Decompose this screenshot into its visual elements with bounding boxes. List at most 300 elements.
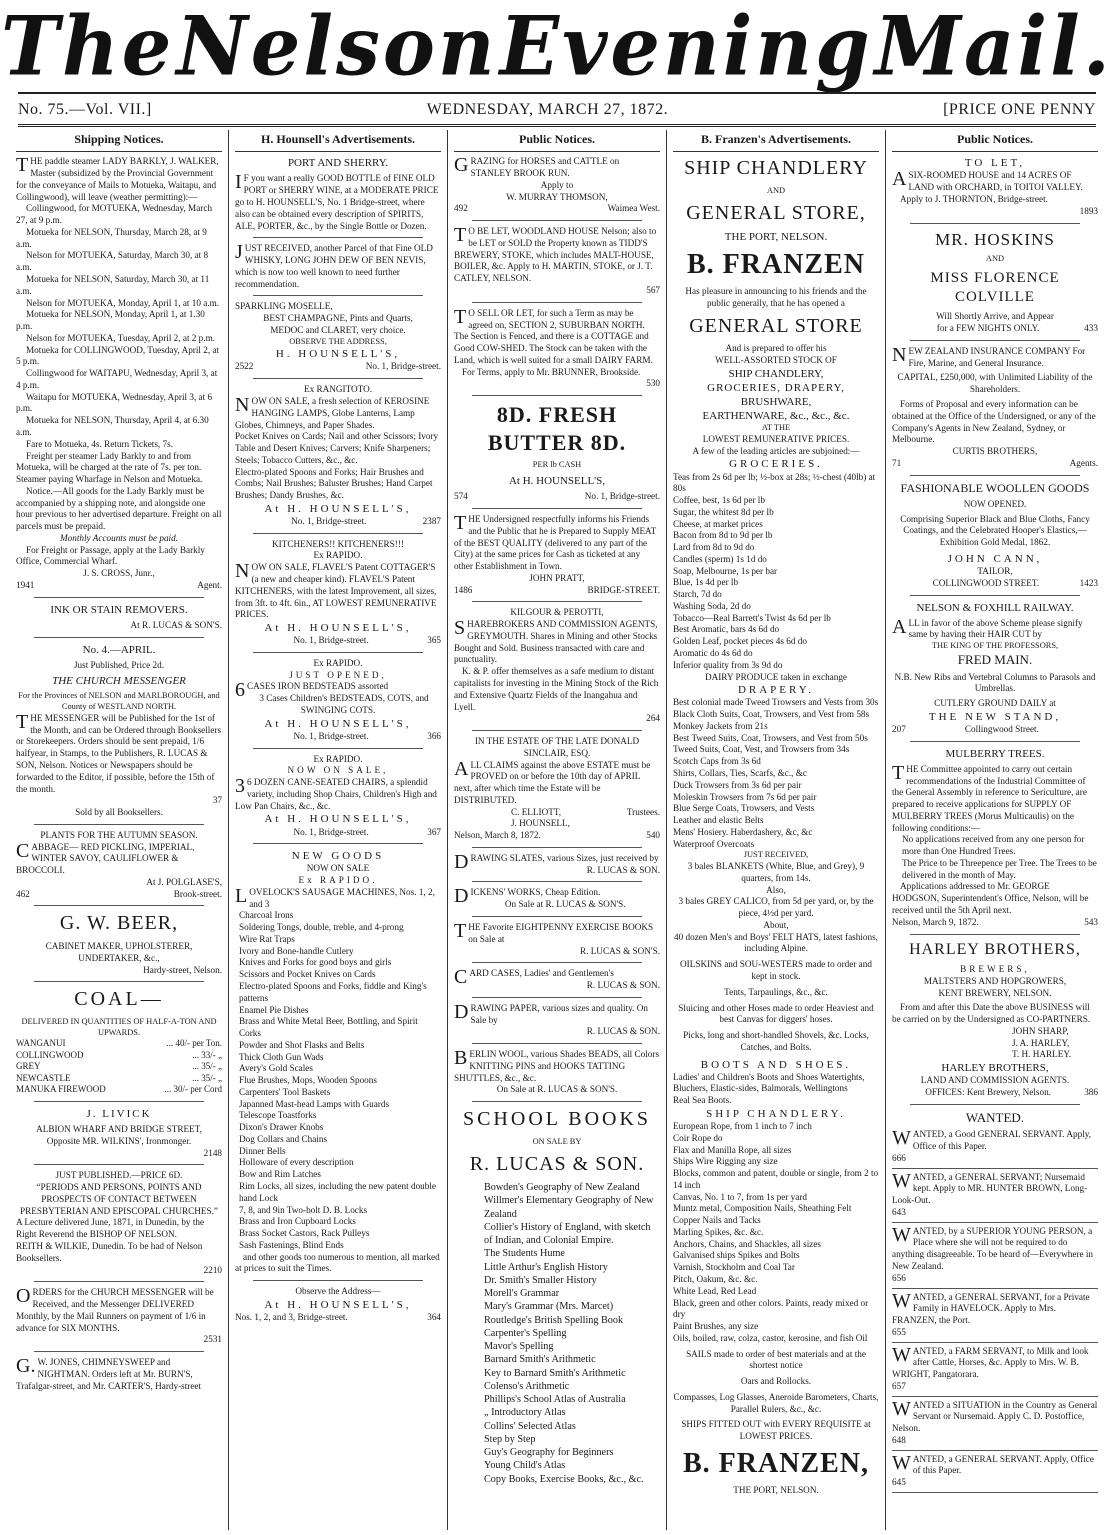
ink-removers: INK OR STAIN REMOVERS. (50, 603, 188, 616)
sailing-list (16, 203, 222, 438)
berlin-wool: BERLIN WOOL, various Shades BEADS, all Colors KNITTING PINS and HOOKS TATTING SHUTTLES, &c., &c. (454, 1047, 660, 1083)
harley-offices: OFFICES: Kent Brewery, Nelson. (925, 1086, 1051, 1097)
ship-chandlery-heading: SHIP CHANDLERY. (706, 1107, 846, 1120)
groceries-heading: GROCERIES. (729, 458, 823, 471)
sell-terms: For Terms, apply to Mr. BRUNNER, Brookside. (462, 366, 641, 377)
blankets: 3 bales BLANKETS (White, Blue, and Grey), 9 quarters, from 14s. (687, 861, 865, 883)
goods-item: Japanned Mast-head Lamps with Guards (239, 1098, 390, 1109)
drapery-item: Blue Serge Coats, Trowsers, and Vests (673, 803, 815, 814)
wanted-text: WANTED, by a SUPERIOR YOUNG PERSON, a Place where she will not be required to do anything disagreeable. To be heard of—Everywhere in New Zealand. (892, 1223, 1093, 1271)
wanted-heading: WANTED. (965, 1109, 1025, 1125)
forms-proposal: Forms of Proposal and every information can be obtained at the Office of the Undersigned, or any of the Company's Agents in New Zealand, Sydney, or Melbourne. (892, 398, 1096, 445)
column-franzen (666, 130, 885, 1530)
goods-item: Wire Rat Traps (239, 933, 295, 944)
sold-by: Sold by all Booksellers. (75, 807, 163, 818)
hounsell-name: H. HOUNSELL'S, (275, 348, 401, 361)
ad-number: 643 (892, 1206, 906, 1217)
goods-item: Dixon's Drawer Knobs (239, 1122, 324, 1133)
book-item: Mavor's Spelling (484, 1341, 554, 1353)
franzen-end: B. FRANZEN, (682, 1447, 869, 1479)
ad-number: 433 (1084, 323, 1098, 334)
per-lb-cash: PER lb CASH (532, 460, 582, 470)
separator (34, 981, 204, 982)
curtis-brothers: CURTIS BROTHERS, (952, 446, 1038, 457)
book-item: Routledge's British Spelling Book (484, 1314, 624, 1326)
coal-price: ... 40/- per Ton. (166, 1038, 222, 1049)
school-book-list (454, 1181, 660, 1486)
wanted-ad (892, 1169, 1098, 1223)
boots-heading: BOOTS AND SHOES. (700, 1058, 852, 1071)
sailing-item: Nelson for MOTUEKA, Monday, April 1, at 10 a.m. (26, 297, 220, 308)
now-on-sale: NOW ON SALE (306, 863, 370, 874)
electro-list: Electro-plated Spoons and Forks; Hair Brushes and Combs; Nail Brushes; Baluster Brushes; Hand Carpet Brushes; Dandy Brushes, &c. (235, 466, 433, 501)
goods-item: Brass and Iron Cupboard Locks (239, 1216, 356, 1227)
goods-item: 7, 8, and 9in Two-bolt D. B. Locks (239, 1204, 368, 1215)
ink-at: At R. LUCAS & SON'S. (130, 619, 222, 630)
issue-number: No. 75.—Vol. VII.] (18, 101, 152, 118)
grocery-item: Best Aromatic, bars 4s 6d do (673, 624, 780, 635)
separator (910, 934, 1080, 935)
cloths: Comprising Superior Black and Blue Cloths, Fancy Coatings, and the Celebrated Hooper's Elastics,—Exhibition Gold Medal, 1862. (900, 513, 1090, 548)
issue-price: [PRICE ONE PENNY (943, 101, 1096, 118)
hounsell-final-address: Nos. 1, 2, and 3, Bridge-street. (235, 1311, 348, 1322)
ad-number: 2210 (203, 1264, 222, 1275)
hounsell-address: No. 1, Bridge-street. (291, 515, 367, 526)
sailing-item: Motueka for COLLINGWOOD, Tuesday, April 2, at 5 p.m. (16, 344, 220, 367)
book-item: Morell's Grammar (484, 1288, 560, 1300)
sea-boots: Real Sea Boots. (673, 1095, 732, 1106)
boots-list: Ladies' and Children's Boots and Shoes Watertights, Bluchers, Elastic-sides, Balmorals, Wellingtons (673, 1071, 865, 1094)
ship-item: Muntz metal, Composition Nails, Sheathing Felt (673, 1203, 852, 1214)
at-hounsell: At H. HOUNSELL'S, (264, 622, 412, 635)
masthead (0, 0, 1114, 94)
john-cann: JOHN CANN, (947, 552, 1043, 565)
goods-item: Soldering Tongs, double, treble, and 4-prong (239, 922, 404, 933)
port-end: THE PORT, NELSON. (733, 1484, 819, 1495)
goods-item: Thick Cloth Gun Wads (239, 1051, 324, 1062)
ship-chandlery-list (673, 1121, 879, 1345)
column-heading: Public Notices. (892, 130, 1098, 152)
grocery-item: Golden Leaf, pocket pieces 4s 6d do (673, 636, 807, 647)
ad-number: 366 (427, 730, 441, 741)
goods-list (235, 910, 441, 1251)
goods-item: Avery's Gold Scales (239, 1063, 313, 1074)
ad-number: 462 (16, 888, 30, 899)
collingwood-street: COLLINGWOOD STREET. (932, 577, 1040, 588)
knives-list: Pocket Knives on Cards; Nail and other Scissors; Ivory Table and Desert Knives; Carvers; Knife Sharpeners; Steels; Tobacco Cutters, &c., &c. (235, 431, 439, 465)
masthead-word-4: Mail. (874, 0, 1113, 94)
separator (472, 220, 642, 221)
ship-item: Pitch, Oakum, &c. &c. (673, 1273, 758, 1284)
capital: CAPITAL, £250,000, with Unlimited Liability of the Shareholders. (897, 372, 1093, 395)
sailing-item: Collingwood, for MOTUEKA, Wednesday, March 27, at 9 p.m. (16, 203, 213, 226)
sailing-item: Motueka for NELSON, Thursday, April 4, at 6.30 a.m. (16, 415, 209, 437)
coal-price-row (16, 1038, 222, 1050)
book-item: The Students Hume (484, 1248, 565, 1260)
ad-number: 1893 (1079, 205, 1098, 216)
woollen-goods: FASHIONABLE WOOLLEN GOODS (900, 480, 1090, 495)
brewers: BREWERS, (960, 963, 1030, 974)
column-public-notices (447, 130, 666, 1530)
drapery-item: Black Cloth Suits, Coat, Trowsers, and Vest from 58s (673, 709, 870, 720)
book-item: Phillips's School Atlas of Australia (484, 1394, 626, 1406)
ad-number: 543 (1084, 916, 1098, 927)
ad-number: 492 (454, 203, 468, 214)
ad-number: 2531 (203, 1334, 222, 1345)
trustee-hounsell: J. HOUNSELL, (510, 818, 570, 829)
separator (472, 997, 642, 998)
lecture: A Lecture delivered June, 1871, in Dunedin, by the Right Reverend the BISHOP OF NELSON. (16, 1217, 205, 1240)
drapery-item: Monkey Jackets from 21s (673, 720, 768, 731)
school-books-title: SCHOOL BOOKS (462, 1108, 652, 1131)
steamer-ad (16, 156, 222, 591)
goods-item: Dog Collars and Chains (239, 1133, 328, 1144)
ship-chandlery-2: SHIP CHANDLERY, (728, 367, 824, 380)
wanted-ad (892, 1223, 1098, 1289)
ad-number: 386 (1084, 1086, 1098, 1097)
prepared: And is prepared to offer his (725, 343, 827, 354)
goods-item: Dinner Bells (239, 1145, 286, 1156)
groceries-list (673, 472, 879, 672)
wanted-ad (892, 1343, 1098, 1397)
ship-item: Ships Wire Rigging any size (673, 1156, 778, 1167)
shortly-arrive: Will Shortly Arrive, and Appear (936, 311, 1054, 322)
estate-date: Nelson, March 8, 1872. (454, 830, 541, 841)
masthead-word-2: Nelson (176, 0, 498, 94)
dickens-works: DICKENS' WORKS, Cheap Edition. (454, 885, 601, 908)
wanted-text: WANTED, a FARM SERVANT, to Milk and look after Cattle, Horses, &c. Apply to Mrs. W. B. WRIGHT, Pangatorara. (892, 1343, 1089, 1380)
grazing: GRAZING for HORSES and CATTLE on STANLEY BROOK RUN. (454, 154, 620, 179)
mulberry-date: Nelson, March 9, 1872. (892, 916, 979, 927)
kilgour-body: SHAREBROKERS AND COMMISSION AGENTS, GREYMOUTH. Shares in Mining and other Stocks Bought and Sold. Business transacted with care and punctuality. (454, 617, 658, 665)
now-opened: NOW OPENED. (963, 498, 1027, 509)
mulberry-body: THE Committee appointed to carry out certain recommendations of the Industrial Committee of the General Assembly in reference to Sericulture, are prepared to receive applications for SUPPLY OF MULBERRY TREES (Morus Multicaulis) on the following conditions:— (892, 761, 1087, 833)
beer-address: Hardy-street, Nelson. (143, 964, 222, 975)
king-professors: THE KING OF THE PROFESSORS, (931, 641, 1059, 651)
general-store-title: GENERAL STORE, (686, 201, 866, 224)
ex-rapido: Ex RAPIDO. (313, 657, 363, 668)
estate-claims: ALL CLAIMS against the above ESTATE must be PROVED on or before the 10th day of APRIL next, after which time the Estate will be DISTRIBUTED. (454, 757, 651, 805)
partner-name: T. H. HARLEY. (1012, 1049, 1072, 1060)
oars: Oars and Rollocks. (740, 1376, 812, 1387)
agent-title: Agent. (197, 579, 222, 590)
separator (472, 916, 642, 917)
at-hounsell: At H. HOUNSELL'S, (264, 502, 412, 515)
book-item: Barnard Smith's Arithmetic (484, 1354, 596, 1366)
freight-apply: For Freight or Passage, apply at the Lady Barkly Office, Commercial Wharf. (16, 544, 205, 567)
plants-title: PLANTS FOR THE AUTUMN SEASON. (40, 829, 198, 840)
coal-price-list (16, 1038, 222, 1096)
coal-subtitle: DELIVERED IN QUANTITIES OF HALF-A-TON AND UPWARDS. (21, 1016, 217, 1037)
ship-item: Marling Spikes, &c. &c. (673, 1226, 764, 1237)
ship-item: Blocks, common and patent, double or single, from 2 to 14 inch (673, 1168, 879, 1190)
goods-item: Ivory and Bone-handle Cutlery (239, 945, 354, 956)
april-number: No. 4.—APRIL. (82, 643, 156, 656)
goods-item: Knives and Forks for good boys and girls (239, 957, 392, 968)
ex-rangitoto: Ex RANGITOTO. (303, 384, 373, 395)
new-ribs: N.B. New Ribs and Vertebral Columns to Parasols and Umbrellas. (894, 671, 1096, 694)
kp-offer: K. & P. offer themselves as a safe medium to distant capitalists for investing in the Mining Stock of the Rich and Extensive Quartz Fields of the Inangahua and Lyell. (454, 666, 659, 712)
the-port: THE PORT, NELSON. (724, 231, 828, 244)
lamps-on-sale: NOW ON SALE, a fresh selection of KEROSINE HANGING LAMPS, Globe Lanterns, Lamp Globes, Chimneys, and Paper Shades. (235, 393, 430, 430)
few-nights: for a FEW NIGHTS ONLY. (936, 323, 1040, 334)
subjoined: A few of the leading articles are subjoined:— (692, 445, 860, 456)
berlin-sale: On Sale at R. LUCAS & SON'S. (496, 1084, 618, 1095)
drapery-item: Waterproof Overcoats (673, 838, 755, 849)
flavel-notice: NOW ON SALE, FLAVEL'S Patent COTTAGER'S (a new and cheaper kind). FLAVEL'S Patent KITCHENERS, with the latest Improvement, all sizes, from 3ft. to 4ft. 6in., AT LOWEST REMUNERATIVE PRICES. (235, 560, 437, 620)
compasses: Compasses, Log Glasses, Aneroide Barometers, Charts, Parallel Rulers, &c., &c. (673, 1391, 879, 1414)
to-let-title: TO LET, (964, 157, 1026, 170)
lucas-big: R. LUCAS & SON. (469, 1152, 645, 1175)
book-item: Colenso's Arithmetic (484, 1380, 570, 1392)
and-label: AND (985, 254, 1005, 264)
thornton: Apply to J. THORNTON, Bridge-street. (900, 193, 1048, 204)
ad-number: 567 (646, 285, 660, 296)
ad-number: 656 (892, 1272, 906, 1283)
stand-address: Collingwood Street. (964, 723, 1039, 734)
medoc: MEDOC and CLARET, very choice. (270, 324, 406, 335)
column-heading: Public Notices. (454, 130, 660, 152)
felt-hats: 40 dozen Men's and Boys' FELT HATS, latest fashions, including Alpine. (674, 931, 878, 954)
lucas-son: R. LUCAS & SON. (586, 980, 660, 991)
card-cases: CARD CASES, Ladies' and Gentlemen's (454, 966, 614, 989)
coal-price: ... 33/- „ (192, 1049, 222, 1060)
trustees-label: Trustees. (626, 806, 660, 817)
port-sherry-title: PORT AND SHERRY. (287, 157, 389, 170)
cutlery-ground: CUTLERY GROUND DAILY at (934, 698, 1056, 709)
ship-item: Black, green and other colors. Paints, ready mixed or dry (673, 1297, 869, 1320)
published-price: Just Published, Price 2d. (73, 659, 165, 670)
goods-item: Charcoal Irons (239, 910, 294, 921)
issue-date: WEDNESDAY, MARCH 27, 1872. (426, 101, 669, 118)
brushware: BRUSHWARE, (740, 396, 812, 409)
and-label: AND (766, 185, 786, 195)
book-item: Willmer's Elementary Geography of New Zealand (484, 1195, 654, 1220)
dateline (18, 97, 1096, 123)
coal-type: NEWCASTLE (16, 1072, 71, 1083)
separator (910, 1104, 1080, 1105)
sailing-item: Nelson for MOTUEKA, Saturday, March 30, at 8 a.m. (16, 250, 209, 273)
just-published: JUST PUBLISHED.—PRICE 6D. (55, 1170, 183, 1181)
periods-title: “PERIODS AND PERSONS, POINTS AND PROSPECTS OF CONTACT BETWEEN PRESBYTERIAN AND EPISCOPAL CHURCHES.” (20, 1182, 218, 1216)
sailing-item: Nelson for MOTUEKA, Tuesday, April 2, at 2 p.m. (26, 332, 216, 343)
column-heading: H. Hounsell's Advertisements. (235, 130, 441, 152)
separator (253, 1280, 423, 1281)
harley-brothers: HARLEY BROTHERS, (909, 940, 1081, 958)
separator (34, 1281, 204, 1282)
ship-item: Galvanised ships Spikes and Bolts (673, 1250, 800, 1261)
coal-price-row (16, 1061, 222, 1073)
sluicing: Sluicing and other Hoses made to order Heaviest and best Canvas for diggers' hoses. (678, 1002, 874, 1025)
ex-rapido: Ex RAPIDO. (313, 550, 363, 561)
franzen-pleasure: Has pleasure in announcing to his friends and the public generally, that he has opened a (685, 286, 867, 308)
franzen-name: B. FRANZEN (686, 249, 865, 281)
grocery-item: Teas from 2s 6d per lb; ½-box at 28s; ½-chest (40lb) at 80s (673, 471, 876, 494)
partner-name: J. A. HARLEY, (1012, 1037, 1070, 1048)
ex-rapido: Ex RAPIDO. (313, 753, 363, 764)
ad-number: 264 (646, 713, 660, 724)
sails: SAILS made to order of best materials and at the shortest notice (686, 1348, 866, 1371)
separator (253, 378, 423, 379)
shipping-notice: Notice.—All goods for the Lady Barkly must be accompanied by a shipping note, and alongside one hour previous to her advertised departure. Freight on all parcels must be prepaid. (16, 485, 222, 532)
goods-item: Powder and Shot Flasks and Belts (239, 1039, 365, 1050)
separator (472, 1101, 642, 1102)
book-item: Dr. Smith's Smaller History (484, 1274, 597, 1286)
masthead-word-3: Evening (499, 0, 873, 94)
sailing-item: Motueka for NELSON, Monday, April 1, at 1.30 p.m. (16, 309, 205, 332)
ad-number: 365 (427, 635, 441, 646)
ship-item: Oils, boiled, raw, colza, castor, kerosine, and fish Oil (673, 1332, 868, 1343)
drapery-item: Shirts, Collars, Ties, Scarfs, &c., &c (673, 767, 807, 778)
reith-wilkie: REITH & WILKIE, Dunedin. To be had of Nelson Booksellers. (16, 1240, 203, 1263)
book-item: Guy's Geography for Beginners (484, 1447, 614, 1459)
goods-item: Bow and Rim Latches (239, 1169, 321, 1180)
ad-number: 1486 (454, 584, 473, 595)
grocery-item: Cheese, at market prices (673, 518, 763, 529)
harley-brothers-2: HARLEY BROTHERS, (941, 1062, 1049, 1075)
at-hounsell: At H. HOUNSELL'S, (508, 475, 606, 488)
separator (472, 601, 642, 602)
goods-item: Brass and White Metal Beer, Bottling, and Spirit Corks (239, 1016, 418, 1039)
livick-name: J. LIVICK (86, 1108, 152, 1120)
drapery-heading: DRAPERY. (737, 684, 815, 697)
freight: Freight per steamer Lady Barkly to and from Motueka, will be charged at the rate of 7s. per ton. Steamer paying Wharfage in Nelson and Motueka. (16, 450, 203, 485)
ship-item: Paint Brushes, any size (673, 1321, 759, 1332)
separator (472, 395, 642, 396)
goods-item: Enamel Pie Dishes (239, 1004, 309, 1015)
drapery-list (673, 697, 879, 850)
grocery-item: Washing Soda, 2d do (673, 600, 751, 611)
groceries-drapery: GROCERIES, DRAPERY, (707, 381, 845, 394)
ad-number: 530 (646, 378, 660, 389)
maltsters: MALTSTERS AND HOPGROWERS, (923, 975, 1067, 986)
grocery-item: Starch, 7d do (673, 589, 722, 600)
book-item: Little Arthur's English History (484, 1261, 608, 1273)
drapery-item: Moleskin Trowsers from 7s 6d per pair (673, 791, 817, 802)
book-item: Young Child's Atlas (484, 1460, 566, 1472)
ad-number: 657 (892, 1380, 906, 1391)
new-stand: THE NEW STAND, (928, 710, 1062, 723)
ad-number: 367 (427, 826, 441, 837)
ad-number: 2148 (203, 1147, 222, 1158)
ad-number: 364 (427, 1311, 441, 1322)
drapery-item: Scotch Caps from 3s 6d (673, 756, 761, 767)
coal-title: COAL— (74, 988, 164, 1011)
wanted-text: WANTED a SITUATION in the Country as General Servant or Nursemaid. Apply C. D. Postoffice, Nelson. (892, 1397, 1098, 1434)
just-received: JUST RECEIVED, (743, 850, 809, 860)
hounsell-address: No. 1, Bridge-street. (365, 361, 441, 372)
book-item: Collins' Selected Atlas (484, 1420, 576, 1432)
lucas-son: R. LUCAS & SON. (586, 864, 660, 875)
bedsteads: 6CASES IRON BEDSTEADS assorted (235, 679, 389, 702)
goods-item: Telescope Toastforks (239, 1110, 317, 1121)
ship-item: Varnish, Stockholm and Coal Tar (673, 1262, 795, 1273)
agents-label: Agents. (1069, 457, 1098, 468)
dairy-produce: DAIRY PRODUCE taken in exchange (704, 671, 848, 682)
wanted-ad (892, 1397, 1098, 1451)
new-goods: NEW GOODS (291, 850, 385, 863)
observe-address: Observe the Address— (295, 1286, 381, 1297)
messenger-provinces: For the Provinces of NELSON and MARLBOROUGH, and County of WESTLAND NORTH. (18, 691, 220, 712)
grocery-item: Tobacco—Real Barrett's Twist 4s 6d per lb (673, 612, 831, 623)
partners-list (892, 1026, 1098, 1061)
coal-type: WANGANUI (16, 1038, 66, 1049)
drapery-item: Best colonial made Tweed Trowsers and Vests from 30s (673, 697, 879, 708)
grocery-item: Lard from 8d to 9d do (673, 542, 755, 553)
monthly-accounts: Monthly Accounts must be paid. (60, 532, 178, 543)
mulberry-title: MULBERRY TREES. (945, 747, 1045, 760)
wanted-ad (892, 1451, 1098, 1493)
to-let-body: ASIX-ROOMED HOUSE and 14 ACRES OF LAND with ORCHARD, in TOITOI VALLEY. (892, 168, 1083, 193)
ship-item: Anchors, Chains, and Shackles, all sizes (673, 1238, 821, 1249)
ship-chandlery-title: SHIP CHANDLERY (684, 157, 868, 180)
ship-item: Canvas, No. 1 to 7, from 1s per yard (673, 1191, 807, 1202)
separator (34, 1164, 204, 1165)
separator (910, 741, 1080, 742)
ad-number: 666 (892, 1152, 906, 1163)
book-item: Collier's History of England, with sketch of Indian, and Colonial Empire. (484, 1221, 651, 1247)
picks: Picks, long and short-handled Shovels, &c. Locks, Catches, and Bolts. (683, 1030, 869, 1052)
grocery-item: Coffee, best, 1s 6d per lb (673, 495, 765, 506)
separator (910, 223, 1080, 224)
goods-item: Brass Socket Castors, Rack Pulleys (239, 1228, 370, 1239)
jones-chimneysweep: G.W. JONES, CHIMNEYSWEEP and NIGHTMAN. Orders left at Mr. BURN'S, Trafalgar-street, and Mr. CARTER'S, Hardy-street (16, 1355, 202, 1391)
coal-type: COLLINGWOOD (16, 1049, 84, 1060)
church-messenger-title: THE CHURCH MESSENGER (52, 675, 186, 688)
separator (34, 905, 204, 906)
hounsell-address: No. 1, Bridge-street. (293, 730, 369, 741)
ship-item: European Rope, from 1 inch to 7 inch (673, 1121, 812, 1132)
ship-item: Copper Nails and Tacks (673, 1215, 761, 1226)
grocery-item: Candles (sperm) 1s 1d do (673, 553, 767, 564)
wanted-text: WANTED, a GENERAL SERVANT. Apply, Office of this Paper. (892, 1451, 1094, 1476)
thomson: W. MURRAY THOMSON, (506, 191, 608, 202)
goods-item: Carpenters' Tool Baskets (239, 1086, 331, 1097)
at-hounsell: At H. HOUNSELL'S, (264, 1298, 412, 1311)
ad-number: 1941 (16, 579, 35, 590)
goods-item: Electro-plated Spoons and Forks, fiddle and King's patterns (239, 981, 427, 1003)
coal-price-row (16, 1073, 222, 1085)
separator (34, 1101, 204, 1102)
ship-item: Coir Rope do (673, 1132, 723, 1143)
just-opened: JUST OPENED, (289, 669, 387, 680)
goods-item: Holloware of every description (239, 1157, 354, 1168)
fred-main: FRED MAIN. (957, 651, 1033, 667)
column-shipping (10, 130, 228, 1530)
mulberry-conditions (892, 834, 1098, 881)
kent-brewery: KENT BREWERY, NELSON. (938, 987, 1052, 998)
nz-insurance: NEW ZEALAND INSURANCE COMPANY For Fire, Marine, and General Insurance. (892, 343, 1086, 368)
well-assorted: WELL-ASSORTED STOCK OF (715, 355, 837, 366)
also: Also, (766, 884, 786, 895)
trustee-elliott: C. ELLIOTT, (510, 806, 562, 817)
sailing-item: Waitapu for MOTUEKA, Wednesday, April 3, at 6 p.m. (16, 391, 213, 414)
ad-number: 207 (892, 723, 906, 734)
goods-item: Sash Fastenings, Blind Ends (239, 1239, 344, 1250)
wanted-text: WANTED, a GENERAL SERVANT; Nursemaid kept. Apply to MR. HUNTER BROWN, Long-Look-Out. (892, 1169, 1088, 1206)
separator (253, 237, 423, 238)
separator (253, 748, 423, 749)
separator (472, 1043, 642, 1044)
coal-price-row (16, 1084, 222, 1096)
grey-calico: 3 bales GREY CALICO, from 5d per yard, or, by the piece, 4½d per yard. (678, 896, 874, 919)
other-goods: and other goods too numerous to mention, all marked at prices to suit the Times. (235, 1251, 440, 1274)
pratt-name: JOHN PRATT, (529, 572, 585, 583)
separator (34, 824, 204, 825)
coal-type: GREY (16, 1061, 41, 1072)
observe-address: OBSERVE THE ADDRESS, (289, 336, 387, 346)
land-agents: LAND AND COMMISSION AGENTS. (920, 1075, 1070, 1086)
